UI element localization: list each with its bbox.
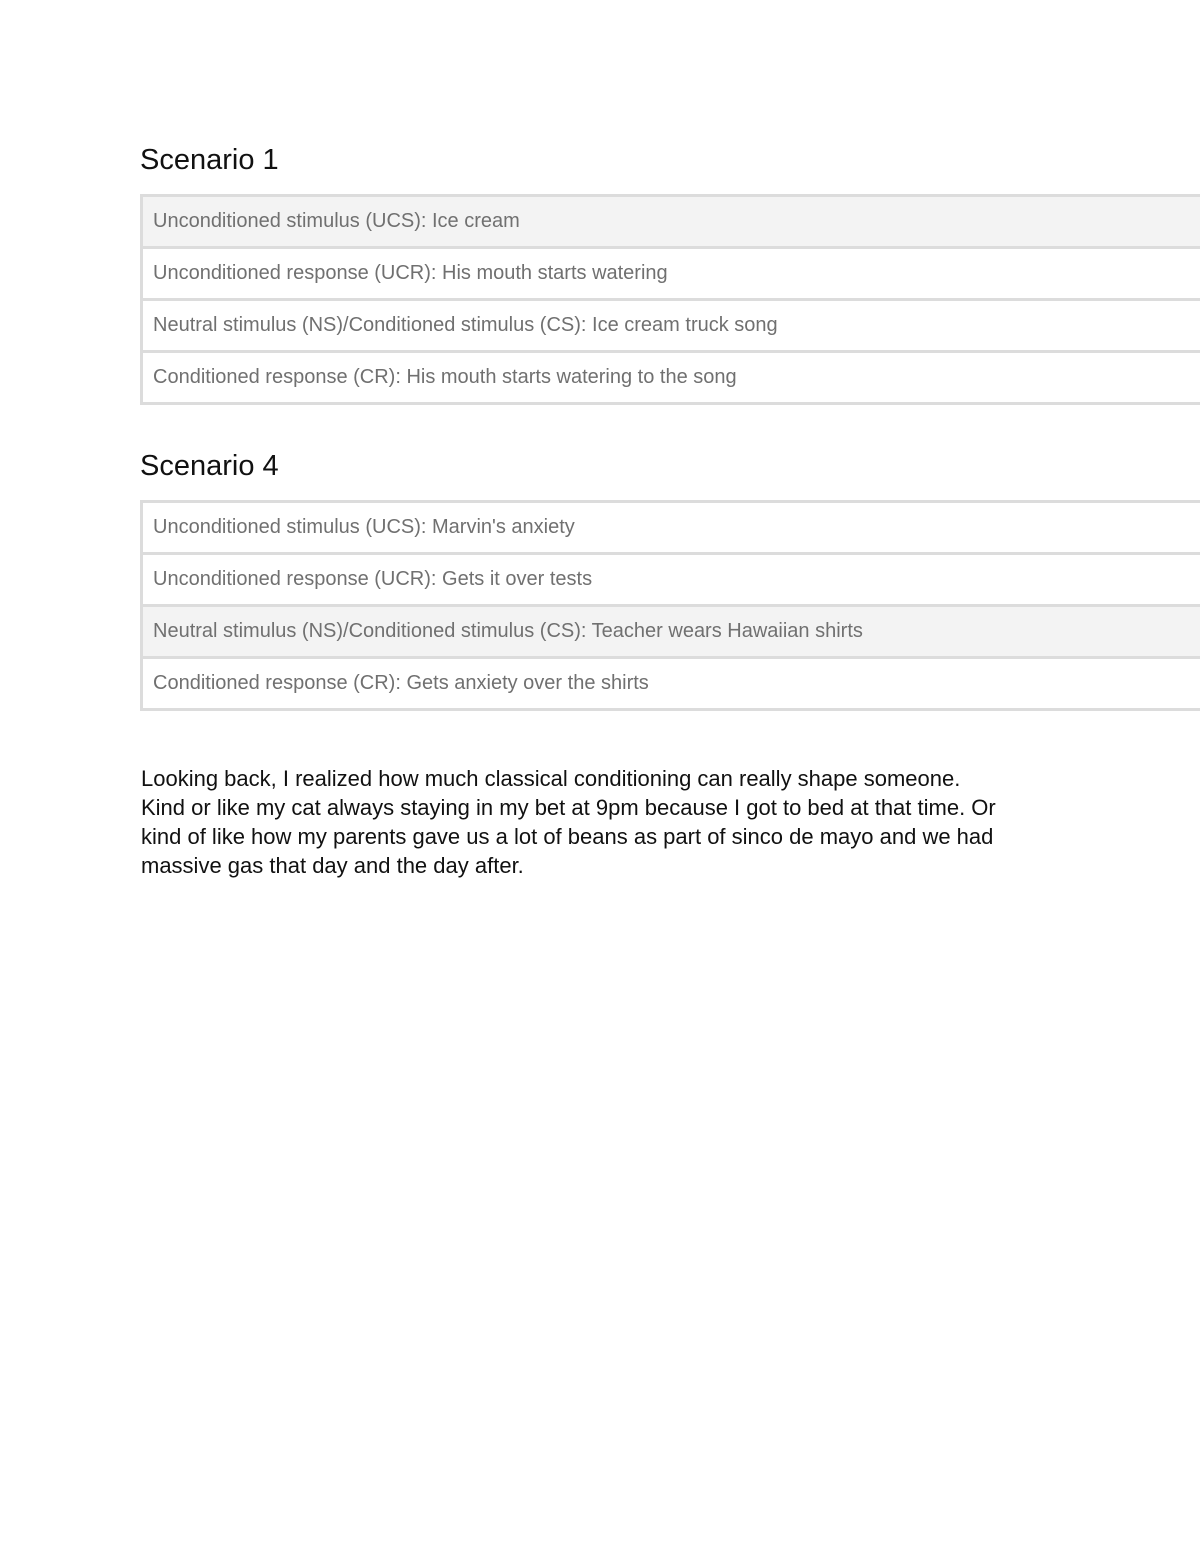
reflection-line-4: massive gas that day and the day after.: [141, 853, 524, 878]
reflection-line-3: kind of like how my parents gave us a lot of beans as part of sinco de mayo and we had: [141, 824, 994, 849]
scenario-4-row-ucr: Unconditioned response (UCR): Gets it over tests: [143, 555, 1200, 607]
scenario-1-table: [140, 194, 1200, 405]
scenario-1-row-ucs: Unconditioned stimulus (UCS): Ice cream: [143, 197, 1200, 249]
scenario-1-row-cr: Conditioned response (CR): His mouth starts watering to the song: [143, 353, 1200, 405]
scenario-4-section: [140, 449, 1200, 694]
scenario-4-table: [140, 500, 1200, 711]
scenario-1-row-ucr: Unconditioned response (UCR): His mouth starts watering: [143, 249, 1200, 301]
scenario-4-row-ns-cs: Neutral stimulus (NS)/Conditioned stimulus (CS): Teacher wears Hawaiian shirts: [143, 607, 1200, 659]
reflection-line-1: Looking back, I realized how much classical conditioning can really shape someone.: [141, 766, 961, 791]
scenario-4-title: Scenario 4: [140, 450, 279, 482]
scenario-1-title: Scenario 1: [140, 144, 279, 176]
scenario-4-row-cr: Conditioned response (CR): Gets anxiety over the shirts: [143, 659, 1200, 711]
scenario-1-section: [140, 143, 1200, 388]
reflection-line-2: Kind or like my cat always staying in my bet at 9pm because I got to bed at that time. Or: [141, 795, 996, 820]
scenario-1-row-ns-cs: Neutral stimulus (NS)/Conditioned stimulus (CS): Ice cream truck song: [143, 301, 1200, 353]
scenario-4-row-ucs: Unconditioned stimulus (UCS): Marvin's anxiety: [143, 503, 1200, 555]
reflection-paragraph: [141, 764, 1081, 880]
